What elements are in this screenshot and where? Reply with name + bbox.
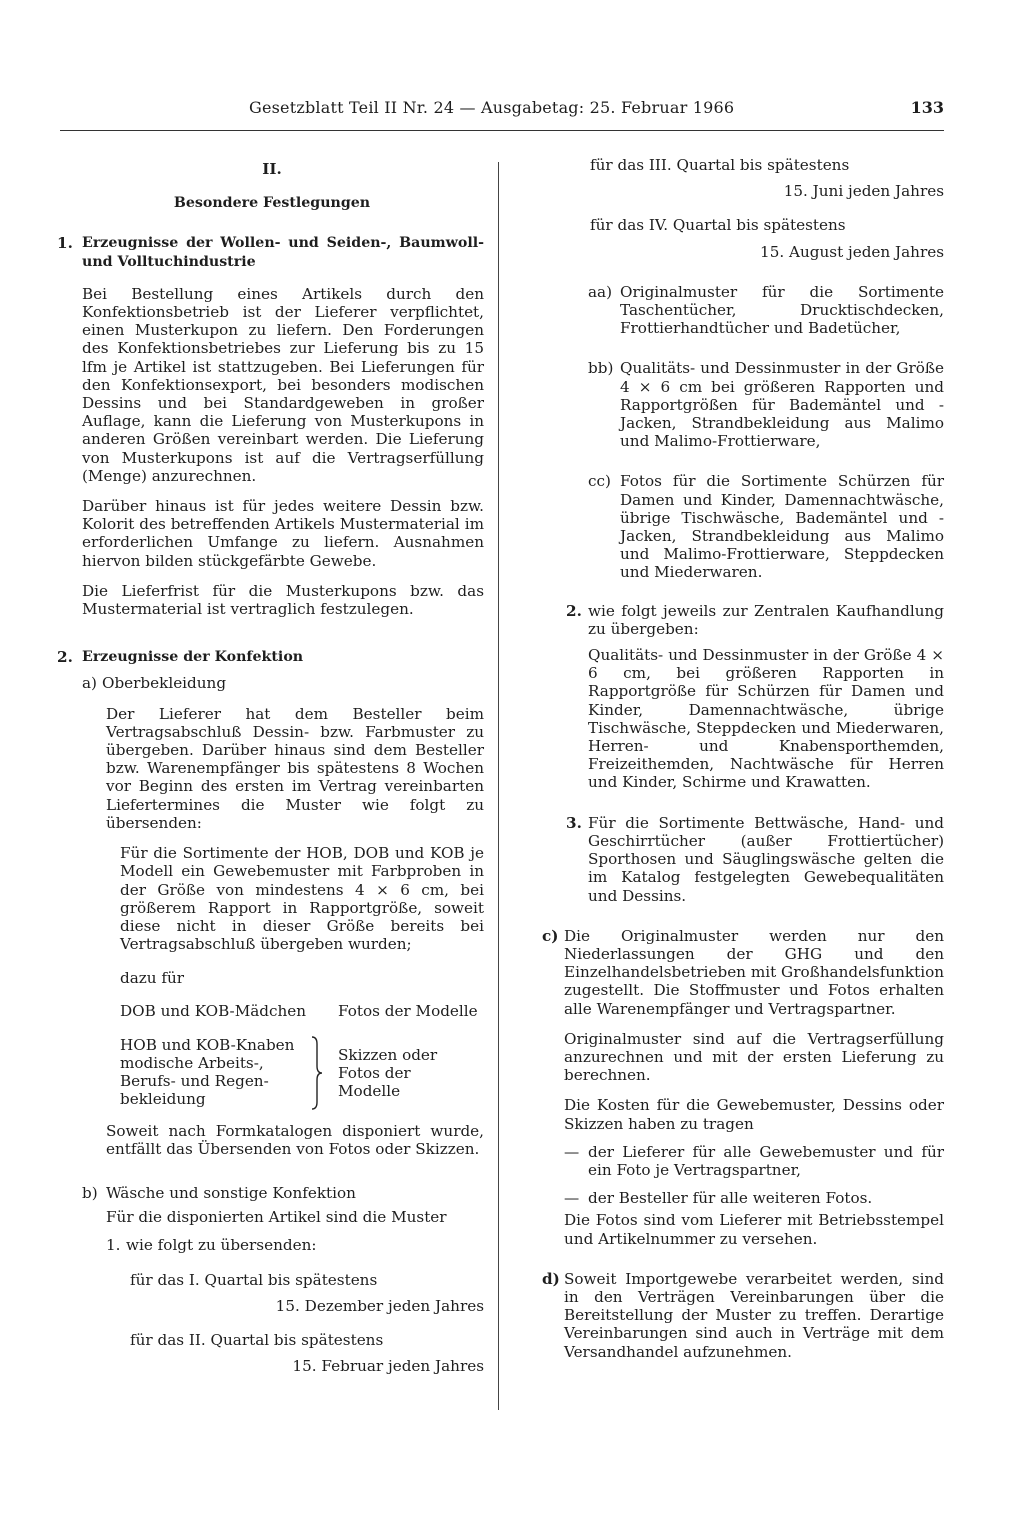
subitem-a-paragraph-3: Soweit nach Formkatalogen disponiert wurde, entfällt das Übersenden von Fotos oder Skizzen. xyxy=(106,1121,484,1158)
item-2-right-label: 2. xyxy=(566,601,582,620)
quarter-4-date: 15. August jeden Jahres xyxy=(760,242,944,261)
item-c-paragraph-2: Originalmuster sind auf die Vertragserfüllung anzurechnen und mit der ersten Lieferung zu berechnen. xyxy=(564,1029,944,1085)
quarter-1-date: 15. Dezember jeden Jahres xyxy=(275,1296,484,1315)
item-cc xyxy=(540,472,944,581)
subitem-b-title: Wäsche und sonstige Konfektion xyxy=(106,1183,356,1202)
hob-value xyxy=(338,1046,478,1101)
item-2-number: 2. xyxy=(57,648,73,667)
quarter-4-text: für das IV. Quartal bis spätestens xyxy=(590,216,846,235)
hob-label-line1: HOB und KOB-Knaben xyxy=(120,1035,295,1054)
item-2-right-body: Qualitäts- und Dessinmuster in der Größe 4 × 6 cm, bei größeren Rapporten in Rapportgröße für Schürzen für Damen und Kinder, Damennachtwäsche, übrige Tischwäsche, Steppdecken und Miederwaren, Herren- und Knabensporthemden, Freizeithemden, Nachtwäsche für Herren und Kinder, Schirme und Krawatten. xyxy=(588,646,944,792)
subitem-b1-text: wie folgt zu übersenden: xyxy=(126,1236,317,1255)
item-aa-text: Originalmuster für die Sortimente Taschentücher, Drucktischdecken, Frottierhandtücher und Badetücher, xyxy=(620,282,944,338)
subitem-b1 xyxy=(60,1236,484,1254)
section-title: Besondere Festlegungen xyxy=(173,195,371,212)
item-c-paragraph-3: Die Kosten für die Gewebemuster, Dessins oder Skizzen haben zu tragen xyxy=(564,1096,944,1133)
subitem-a xyxy=(60,674,484,692)
item-1-paragraph-3: Die Lieferfrist für die Musterkupons bzw. das Mustermaterial ist vertraglich festzulegen. xyxy=(82,581,484,619)
subitem-a-label: a) xyxy=(82,674,97,693)
right-column xyxy=(540,156,944,1361)
item-c-paragraph-4: Die Fotos sind vom Lieferer mit Betriebsstempel und Artikelnummer zu versehen. xyxy=(564,1211,944,1248)
item-cc-label: cc) xyxy=(588,472,611,491)
dob-label: DOB und KOB-Mädchen xyxy=(120,1001,307,1020)
hob-value-line3: Modelle xyxy=(338,1081,401,1100)
item-d-label: d) xyxy=(542,1269,560,1288)
page-number: 133 xyxy=(910,98,944,117)
item-c-dash-1 xyxy=(540,1143,944,1179)
subitem-b-label: b) xyxy=(82,1183,98,1202)
item-3-right-text: Für die Sortimente Bettwäsche, Hand- und Geschirrtücher (außer Frottiertücher) Sporthosen und Säuglingswäsche gelten die im Katalog festgelegten Gewebequalitäten und Dessins. xyxy=(588,813,944,905)
quarter-2-text: für das II. Quartal bis spätestens xyxy=(130,1330,384,1349)
item-bb-label: bb) xyxy=(588,359,614,378)
item-d xyxy=(540,1270,944,1361)
subitem-b-paragraph: Für die disponierten Artikel sind die Muster xyxy=(106,1208,447,1227)
item-2-heading: Erzeugnisse der Konfektion xyxy=(82,649,304,666)
column-divider xyxy=(498,162,499,1410)
hob-value-line2: Fotos der xyxy=(338,1063,411,1082)
item-bb-text: Qualitäts- und Dessinmuster in der Größe 4 × 6 cm bei größeren Rapporten und Rapportgrößen für Bademäntel und -Jacken, Strandbekleidung aus Malimo und Malimo-Frottierware, xyxy=(620,359,944,451)
section-roman: II. xyxy=(262,160,282,178)
subitem-b xyxy=(60,1184,484,1202)
item-c-dash-2 xyxy=(540,1189,944,1207)
dazu-fuer: dazu für xyxy=(120,969,185,988)
curly-brace xyxy=(310,1036,324,1110)
hob-label xyxy=(120,1036,320,1109)
hob-label-line4: bekleidung xyxy=(120,1090,206,1109)
subitem-a-title: Oberbekleidung xyxy=(102,674,227,693)
item-1-paragraph-2: Darüber hinaus ist für jedes weitere Dessin bzw. Kolorit des betreffenden Artikels Mustermaterial im erforderlichen Umfange zu liefern. Ausnahmen hiervon bilden stückgefärbte Gewebe. xyxy=(82,497,484,570)
header-rule xyxy=(60,130,944,131)
item-c-paragraph-1: Die Originalmuster werden nur den Niederlassungen der GHG und den Einzelhandelsbetrieben mit Großhandelsfunktion zugestellt. Die Stoffmuster und Fotos erhalten alle Warenempfänger und Vertragspartner. xyxy=(564,926,944,1018)
item-1-number: 1. xyxy=(57,234,73,253)
page-header xyxy=(60,96,944,124)
item-2-right-text: wie folgt jeweils zur Zentralen Kaufhandlung zu übergeben: xyxy=(588,601,944,638)
item-cc-text: Fotos für die Sortimente Schürzen für Damen und Kinder, Damennachtwäsche, übrige Tischwäsche, Bademäntel und -Jacken, Strandbekleidung aus Malimo und Malimo-Frottierware, Steppdecken und Miederwaren. xyxy=(620,472,944,582)
item-2 xyxy=(57,648,484,667)
subitem-b1-label: 1. xyxy=(106,1236,121,1255)
quarter-2-date: 15. Februar jeden Jahres xyxy=(292,1357,484,1376)
item-1 xyxy=(57,234,484,270)
quarter-3-date: 15. Juni jeden Jahres xyxy=(783,182,944,201)
left-column xyxy=(57,156,484,1376)
dash-2: — xyxy=(564,1189,580,1208)
item-3-right xyxy=(540,814,944,905)
item-bb xyxy=(540,359,944,450)
quarter-3-text: für das III. Quartal bis spätestens xyxy=(590,156,850,174)
item-c xyxy=(540,927,944,1018)
dob-row xyxy=(60,1002,484,1020)
header-title: Gesetzblatt Teil II Nr. 24 — Ausgabetag: 25. Februar 1966 xyxy=(249,98,735,117)
item-c-dash-2-text: der Besteller für alle weiteren Fotos. xyxy=(588,1189,873,1208)
item-aa xyxy=(540,283,944,338)
item-c-label: c) xyxy=(542,926,559,945)
hob-label-line2: modische Arbeits-, xyxy=(120,1053,264,1072)
item-1-paragraph-1: Bei Bestellung eines Artikels durch den Konfektionsbetrieb ist der Lieferer verpflichtet, einen Musterkupon zu liefern. Den Forderungen des Konfektionsbetriebes zur Lieferung bis zu 15 lfm je Artikel ist stattzugeben. Bei Lieferungen für den Konfektionsexport, bei besonders modischen Dessins und bei Standardgeweben in großer Auflage, kann die Lieferung von Musterkupons in anderen Größen vereinbart werden. Die Lieferung von Musterkupons ist auf die Vertragserfüllung (Menge) anzurechnen. xyxy=(82,284,484,485)
item-3-right-label: 3. xyxy=(566,813,582,832)
subitem-a-paragraph-1: Der Lieferer hat dem Besteller beim Vertragsabschluß Dessin- bzw. Farbmuster zu übergeben. Darüber hinaus sind dem Besteller bzw. Warenempfänger bis spätestens 8 Wochen vor Beginn des ersten im Vertrag vereinbarten Liefertermines die Muster wie folgt zu übersenden: xyxy=(106,704,484,832)
item-1-heading-line2: und Volltuchindustrie xyxy=(82,253,256,270)
subitem-a-paragraph-2: Für die Sortimente der HOB, DOB und KOB je Modell ein Gewebemuster mit Farbproben in der Größe von mindestens 4 × 6 cm, bei größerem Rapport in Rapportgröße, soweit diese nicht in dieser Größe bereits bei Vertragsabschluß übergeben wurden; xyxy=(120,844,484,954)
item-c-dash-1-text: der Lieferer für alle Gewebemuster und für ein Foto je Vertragspartner, xyxy=(588,1142,944,1179)
item-aa-label: aa) xyxy=(588,282,613,301)
hob-value-line1: Skizzen oder xyxy=(338,1045,438,1064)
dash-1: — xyxy=(564,1142,580,1161)
item-2-right xyxy=(540,602,944,638)
item-d-text: Soweit Importgewebe verarbeitet werden, sind in den Verträgen Vereinbarungen über die Bereitstellung der Muster zu treffen. Derartige Vereinbarungen sind auch in Verträge mit dem Versandhandel aufzunehmen. xyxy=(564,1269,944,1361)
item-1-heading-line1: Erzeugnisse der Wollen- und Seiden-, Baumwoll- xyxy=(82,235,484,252)
quarter-1-text: für das I. Quartal bis spätestens xyxy=(130,1270,378,1289)
dob-value: Fotos der Modelle xyxy=(338,1001,478,1020)
hob-row xyxy=(60,1036,484,1110)
hob-label-line3: Berufs- und Regen- xyxy=(120,1071,269,1090)
